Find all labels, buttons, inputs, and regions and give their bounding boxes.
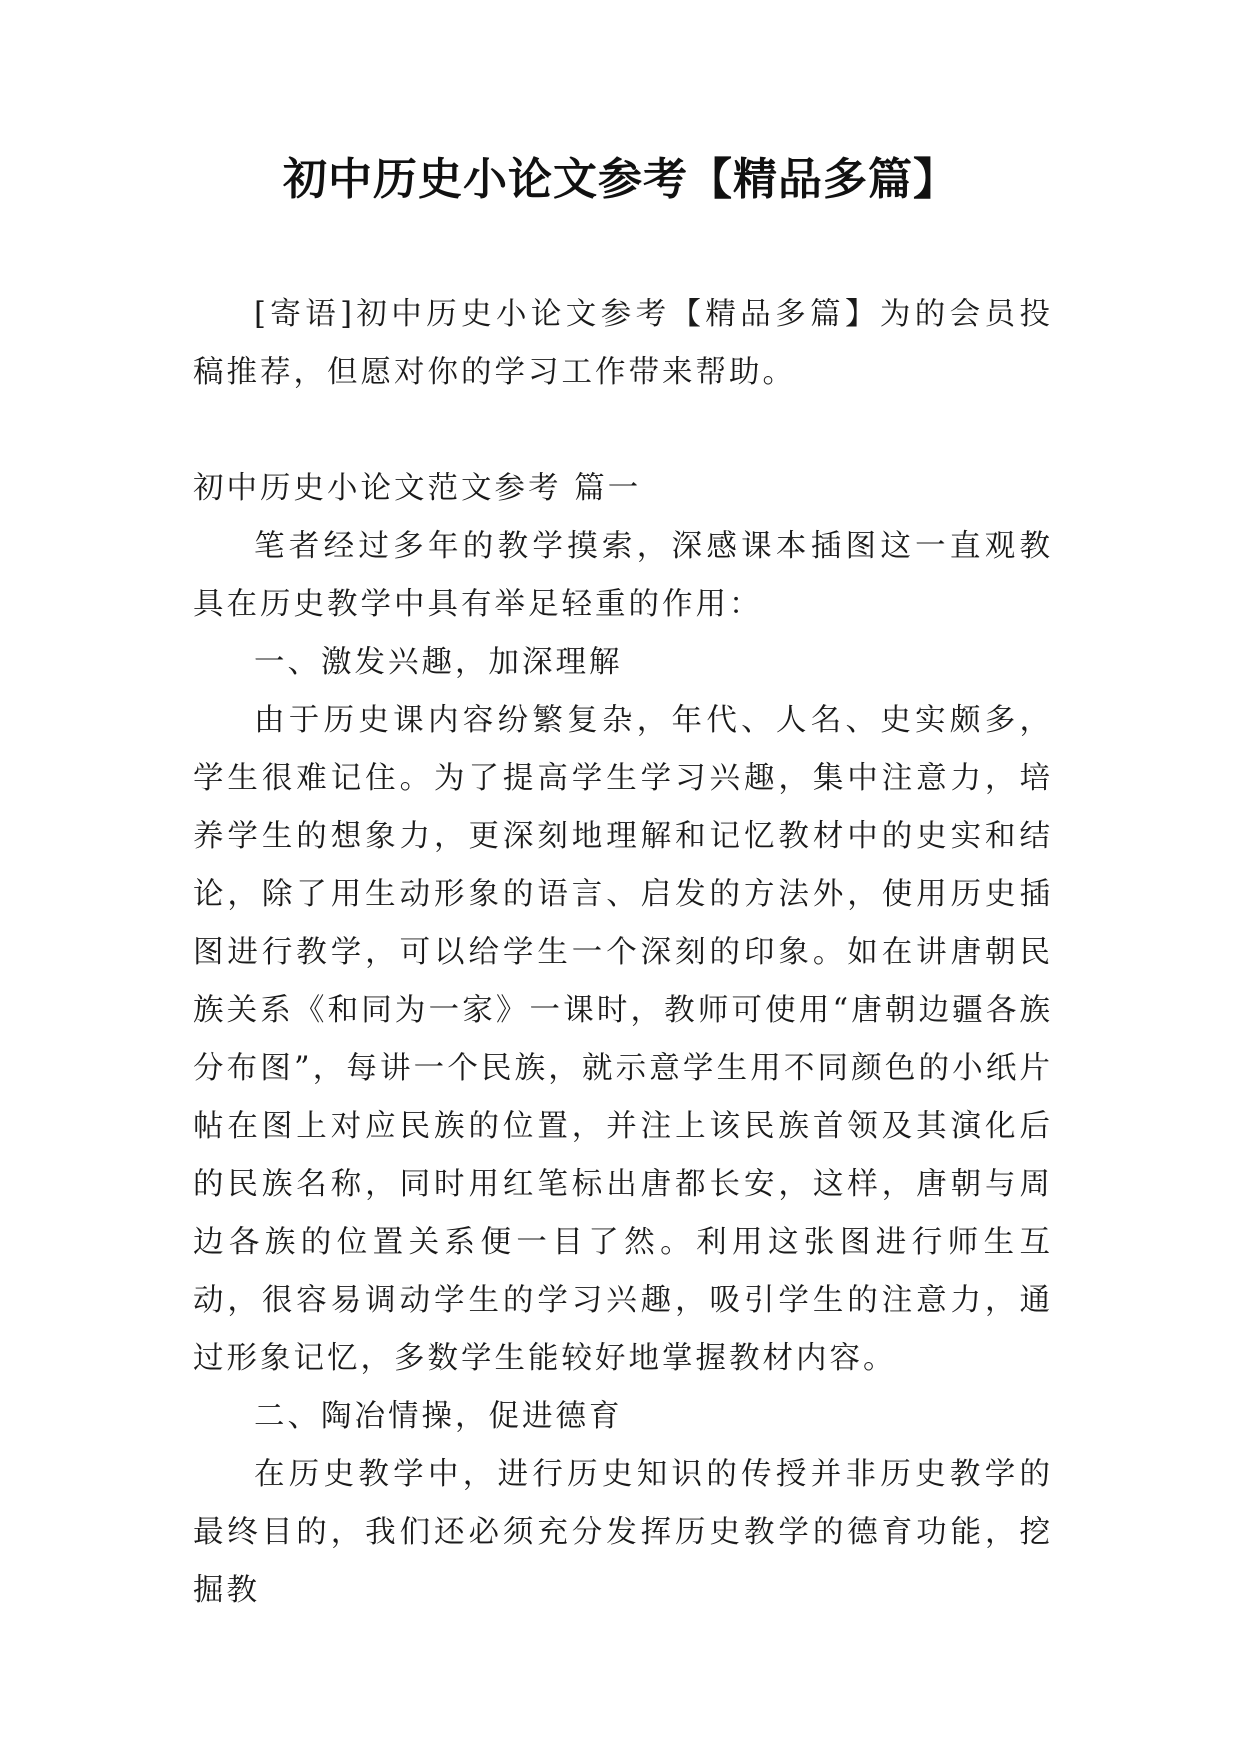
document-title: 初中历史小论文参考【精品多篇】 — [283, 154, 958, 205]
section-heading: 初中历史小论文范文参考 篇一 — [193, 471, 642, 506]
intro-paragraph: [寄语]初中历史小论文参考【精品多篇】为的会员投稿推荐，但愿对你的学习工作带来帮助。 — [193, 297, 1053, 390]
body-paragraph: 由于历史课内容纷繁复杂，年代、人名、史实颇多，学生很难记住。为了提高学生学习兴趣，集中注意力，培养学生的想象力，更深刻地理解和记忆教材中的史实和结论，除了用生动形象的语言、启发的方法外，使用历史插图进行教学，可以给学生一个深刻的印象。如在讲唐朝民族关系《和同为一家》一课时，教师可使用“唐朝边疆各族分布图”，每讲一个民族，就示意学生用不同颜色的小纸片帖在图上对应民族的位置，并注上该民族首领及其演化后的民族名称，同时用红笔标出唐都长安，这样，唐朝与周边各族的位置关系便一目了然。利用这张图进行师生互动，很容易调动学生的学习兴趣，吸引学生的注意力，通过形象记忆，多数学生能较好地掌握教材内容。 — [193, 703, 1053, 1376]
subheading-2: 二、陶冶情操，促进德育 — [254, 1399, 623, 1434]
subheading-1: 一、激发兴趣，加深理解 — [254, 645, 623, 680]
body-paragraph: 笔者经过多年的教学摸索，深感课本插图这一直观教具在历史教学中具有举足轻重的作用： — [193, 529, 1053, 622]
body-paragraph: 在历史教学中，进行历史知识的传授并非历史教学的最终目的，我们还必须充分发挥历史教学的德育功能，挖掘教 — [193, 1457, 1053, 1608]
document-body — [193, 286, 1053, 1620]
